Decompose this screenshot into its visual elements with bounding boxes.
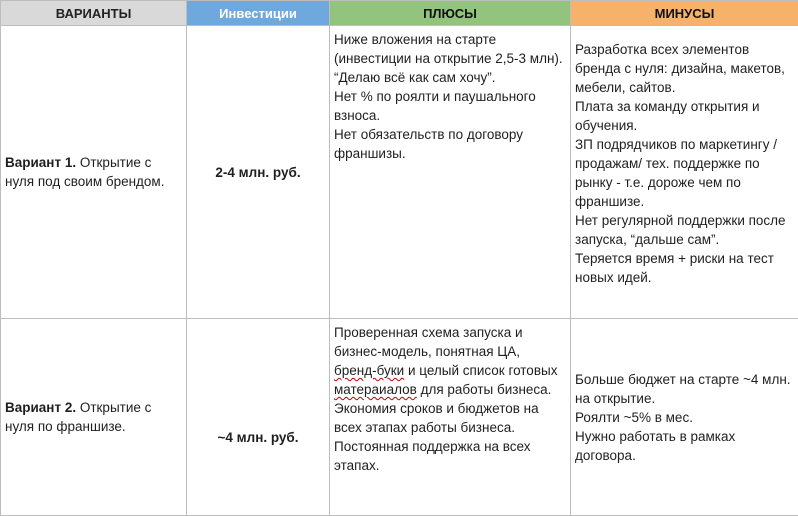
cons-item: Теряется время + риски на тест новых идей. (575, 249, 792, 287)
variant-cell (1, 319, 187, 516)
variant-description: Открытие с нуля по франшизе. (5, 400, 151, 434)
pros-text: и целый список готовых (404, 363, 557, 378)
pros-cell (330, 319, 571, 516)
cons-item: Больше бюджет на старте ~4 млн. на открытие. (575, 370, 792, 408)
pros-item: Проверенная схема запуска и бизнес-модель, понятная ЦА, (334, 323, 564, 361)
pros-item: Ниже вложения на старте (инвестиции на открытие 2,5-3 млн). (334, 30, 564, 68)
cons-cell (571, 26, 798, 319)
table-row (1, 26, 798, 319)
cons-item: Нужно работать в рамках договора. (575, 427, 792, 465)
variant-number: Вариант 1. (5, 155, 76, 170)
header-variants: ВАРИАНТЫ (1, 1, 187, 26)
cons-item: Плата за команду открытия и обучения. (575, 97, 792, 135)
pros-item (334, 361, 564, 399)
misspelled-word: матераиалов (334, 382, 417, 397)
pros-text: для работы бизнеса. (417, 382, 552, 397)
pros-item: Нет обязательств по договору франшизы. (334, 125, 564, 163)
investment-cell: 2-4 млн. руб. (187, 26, 330, 319)
cons-item: Нет регулярной поддержки после запуска, “дальше сам”. (575, 211, 792, 249)
misspelled-word: бренд-буки (334, 363, 404, 378)
pros-item: Нет % по роялти и паушального взноса. (334, 87, 564, 125)
variant-description: Открытие с нуля под своим брендом. (5, 155, 164, 189)
pros-item: Экономия сроков и бюджетов на всех этапах работы бизнеса. (334, 399, 564, 437)
pros-cell (330, 26, 571, 319)
cons-item: Роялти ~5% в мес. (575, 408, 792, 427)
header-pros: ПЛЮСЫ (330, 1, 571, 26)
pros-item: “Делаю всё как сам хочу”. (334, 68, 564, 87)
investment-cell: ~4 млн. руб. (187, 319, 330, 516)
header-row (1, 1, 798, 26)
header-cons: МИНУСЫ (571, 1, 798, 26)
header-investments: Инвестиции (187, 1, 330, 26)
cons-item: Разработка всех элементов бренда с нуля: дизайна, макетов, мебели, сайтов. (575, 40, 792, 97)
variant-number: Вариант 2. (5, 400, 76, 415)
table-row (1, 319, 798, 516)
pros-item: Постоянная поддержка на всех этапах. (334, 437, 564, 475)
cons-cell (571, 319, 798, 516)
variant-cell (1, 26, 187, 319)
cons-item: ЗП подрядчиков по маркетингу /продажам/ тех. поддержке по рынку - т.е. дороже чем по франшизе. (575, 135, 792, 211)
